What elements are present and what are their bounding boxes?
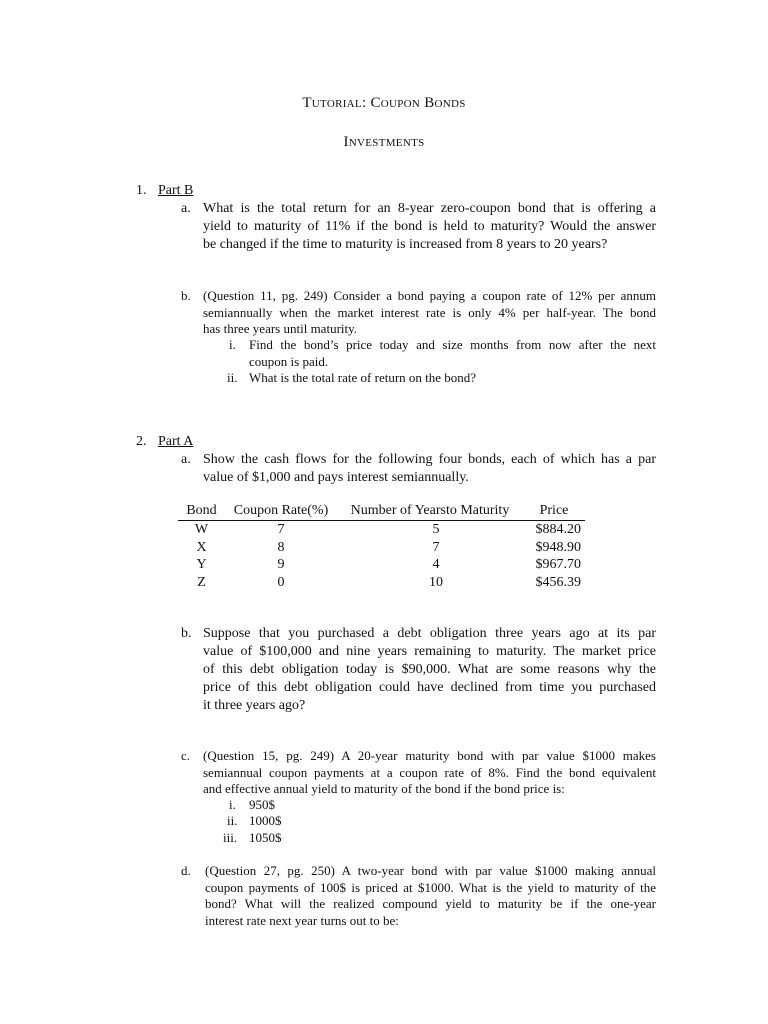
table-header-row	[178, 502, 585, 521]
cell-years: 4	[432, 557, 440, 573]
document-subtitle	[0, 134, 768, 151]
q2c-line: semiannual coupon payments at a coupon rate of 8%. Find the bond equivalent	[203, 764, 656, 780]
q2c-line: (Question 15, pg. 249) A 20-year maturity bond with par value $1000 makes	[203, 748, 656, 763]
q2c-sub-ii-marker: ii.	[227, 813, 238, 828]
q2d-line: coupon payments of 100$ is priced at $1000. What is the yield to maturity of the	[205, 879, 656, 895]
q2a-text	[203, 451, 656, 487]
cell-coupon-rate: 0	[277, 574, 285, 590]
q1-number: 1.	[136, 183, 147, 198]
q2b-line: of this debt obligation today is $90,000. What are some reasons why the	[203, 662, 656, 677]
table-row	[178, 539, 585, 557]
cell-price: $456.39	[535, 574, 581, 590]
cell-bond: Y	[196, 557, 207, 573]
q1b-text	[203, 288, 656, 338]
cell-years: 10	[429, 574, 443, 590]
q1b-line: has three years until maturity.	[203, 321, 358, 336]
q2c-sub-i-text: 950$	[249, 797, 275, 812]
q1-part-label: Part B	[158, 183, 194, 198]
q1a-marker: a.	[181, 201, 191, 216]
cell-coupon-rate: 9	[277, 557, 285, 573]
cell-price: $948.90	[535, 539, 581, 555]
q1b-line: semiannually when the market interest rate is only 4% per half-year. The bond	[203, 304, 656, 320]
q2a-line: value of $1,000 and pays interest semiannually.	[203, 470, 469, 485]
header-years-to-maturity: Number of Yearsto Maturity	[337, 502, 523, 521]
cell-coupon-rate: 8	[277, 539, 285, 555]
table-row	[178, 574, 585, 592]
q2c-sub-i-marker: i.	[229, 797, 236, 812]
q2c-sub-ii-text: 1000$	[249, 813, 282, 828]
q1a-line: What is the total return for an 8-year zero-coupon bond that is offering a	[203, 201, 656, 216]
document-title-text: Tutorial: Coupon Bonds	[302, 95, 466, 111]
cell-coupon-rate: 7	[277, 521, 285, 537]
bonds-table	[178, 502, 585, 592]
q2c-sub-iii-marker: iii.	[223, 830, 238, 845]
q1b-sub-i-text	[249, 337, 656, 370]
document-subtitle-text: Investments	[343, 134, 425, 150]
q1b-sub-i-line: Find the bond’s price today and size months from now after the next	[249, 337, 656, 352]
q2a-line: Show the cash flows for the following four bonds, each of which has a par	[203, 452, 656, 467]
header-coupon-rate: Coupon Rate(%)	[225, 502, 337, 521]
q2d-line: (Question 27, pg. 250) A two-year bond with par value $1000 making annual	[205, 863, 656, 878]
q2b-marker: b.	[181, 626, 192, 641]
q2-part-label: Part A	[158, 434, 194, 449]
table-row	[178, 521, 585, 539]
cell-years: 5	[432, 521, 440, 537]
cell-bond: X	[196, 539, 207, 555]
document-title	[0, 95, 768, 112]
q2c-line: and effective annual yield to maturity of the bond if the bond price is:	[203, 781, 565, 796]
cell-years: 7	[432, 539, 440, 555]
q1b-line: (Question 11, pg. 249) Consider a bond paying a coupon rate of 12% per annum	[203, 288, 656, 303]
q1b-sub-i-line: coupon is paid.	[249, 353, 329, 369]
q2d-marker: d.	[181, 863, 191, 878]
header-bond: Bond	[178, 502, 225, 521]
q2c-marker: c.	[181, 748, 191, 763]
header-price: Price	[523, 502, 585, 521]
q1b-sub-i-marker: i.	[229, 337, 236, 352]
q1b-marker: b.	[181, 288, 191, 303]
q2a-marker: a.	[181, 452, 191, 467]
q1a-line: be changed if the time to maturity is increased from 8 years to 20 years?	[203, 237, 608, 252]
table-row	[178, 556, 585, 574]
q2d-line: bond? What will the realized compound yield to maturity be if the one-year	[205, 896, 656, 911]
q1a-line: yield to maturity of 11% if the bond is held to maturity? Would the answer	[203, 219, 656, 234]
q2b-line: price of this debt obligation could have declined from time you purchased	[203, 680, 656, 695]
q2d-line: interest rate next year turns out to be:	[205, 912, 399, 928]
q1a-text	[203, 200, 656, 254]
q2c-sub-iii-text: 1050$	[249, 830, 282, 845]
q2-number: 2.	[136, 434, 147, 449]
q2b-line: value of $100,000 and nine years remaining to maturity. The market price	[203, 644, 656, 659]
q2b-text	[203, 625, 656, 715]
q2b-line: it three years ago?	[203, 698, 306, 713]
q2b-line: Suppose that you purchased a debt obligation three years ago at its par	[203, 626, 656, 641]
cell-price: $967.70	[535, 557, 581, 573]
q1b-sub-ii-marker: ii.	[227, 370, 238, 385]
cell-bond: W	[194, 521, 209, 537]
q2c-text	[203, 748, 656, 798]
cell-bond: Z	[197, 574, 206, 590]
q1b-sub-ii-text: What is the total rate of return on the bond?	[249, 370, 477, 385]
q2d-text	[205, 863, 656, 929]
cell-price: $884.20	[535, 521, 581, 537]
